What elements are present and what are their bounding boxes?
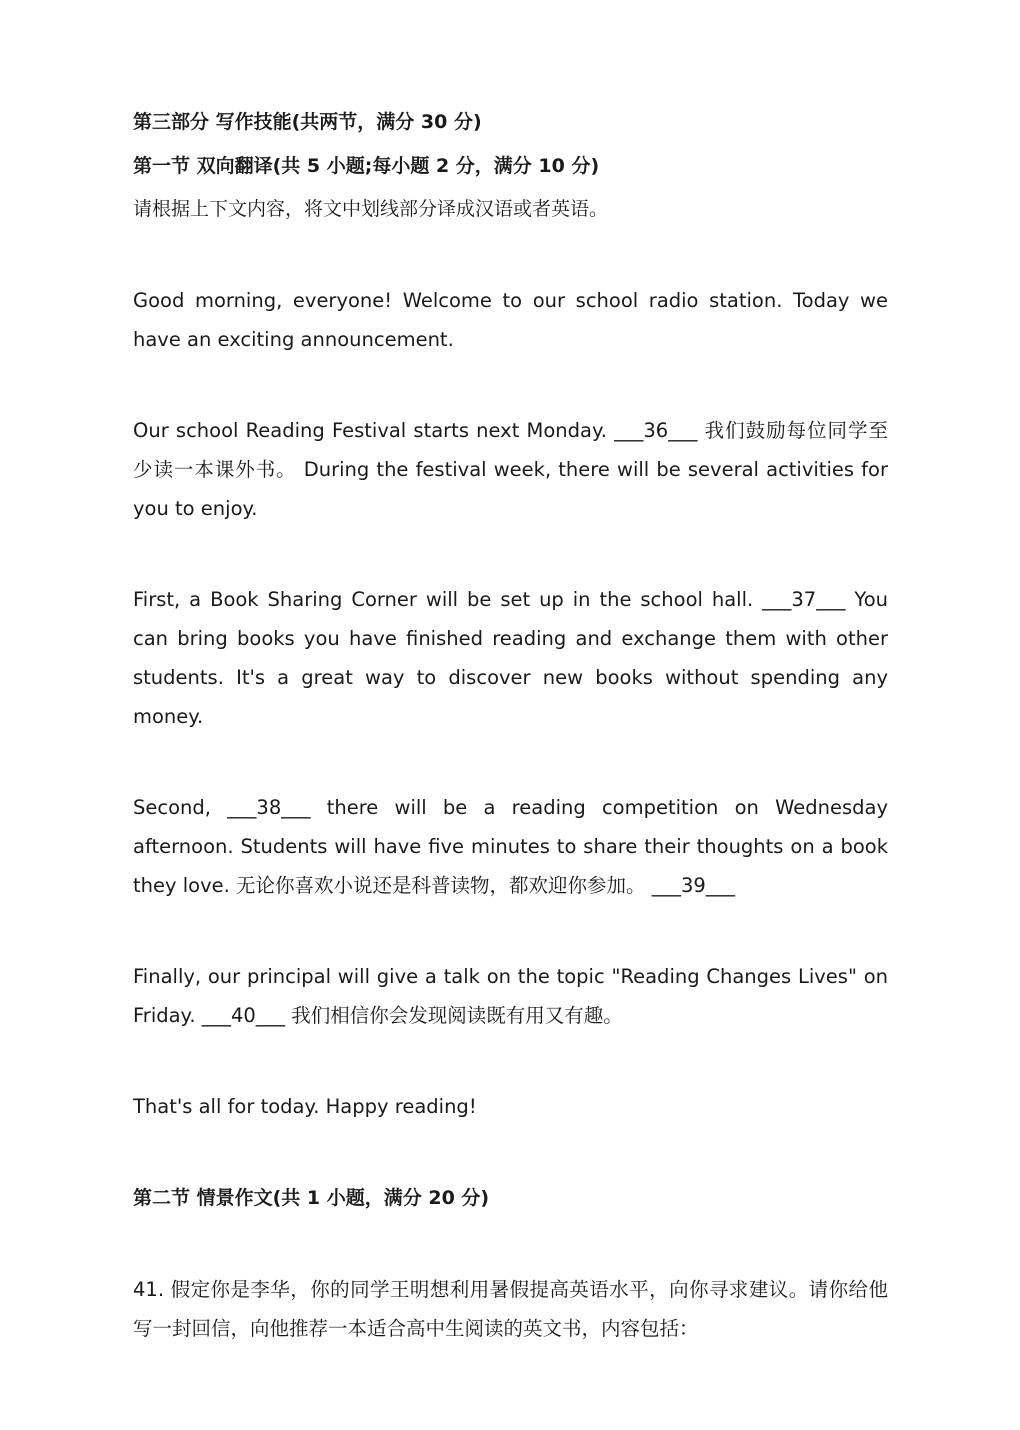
instruction-text: 请根据上下文内容，将文中划线部分译成汉语或者英语。 [133, 198, 609, 220]
passage-paragraph-6: That's all for today. Happy reading! [133, 1095, 477, 1118]
part-heading: 第三部分 写作技能(共两节，满分 30 分) [133, 111, 482, 133]
document-content [133, 102, 888, 1348]
passage-paragraph-4: Second, ___38___ there will be a reading competition on Wednesday afternoon. Students will have five minutes to share their thoughts on a book they love. 无论你喜欢小说还是科普读物，都欢迎你参加。 ___39___ [133, 796, 888, 897]
question-41: 41. 假定你是李华，你的同学王明想利用暑假提高英语水平，向你寻求建议。请你给他写一封回信，向他推荐一本适合高中生阅读的英文书，内容包括： [133, 1278, 888, 1340]
passage-paragraph-2: Our school Reading Festival starts next Monday. ___36___ 我们鼓励每位同学至少读一本课外书。 During the festival week, there will be several activities for you to enjoy. [133, 419, 888, 520]
section2-heading: 第二节 情景作文(共 1 小题，满分 20 分) [133, 1187, 490, 1209]
passage-paragraph-5: Finally, our principal will give a talk on the topic "Reading Changes Lives" on Friday. ___40___ 我们相信你会发现阅读既有用又有趣。 [133, 965, 888, 1027]
section1-heading: 第一节 双向翻译(共 5 小题;每小题 2 分，满分 10 分) [133, 155, 600, 177]
passage-paragraph-3: First, a Book Sharing Corner will be set up in the school hall. ___37___ You can bring books you have finished reading and exchange them with other students. It's a great way to discover new books without spending any money. [133, 588, 888, 728]
passage-paragraph-1: Good morning, everyone! Welcome to our school radio station. Today we have an exciting announcement. [133, 289, 888, 351]
